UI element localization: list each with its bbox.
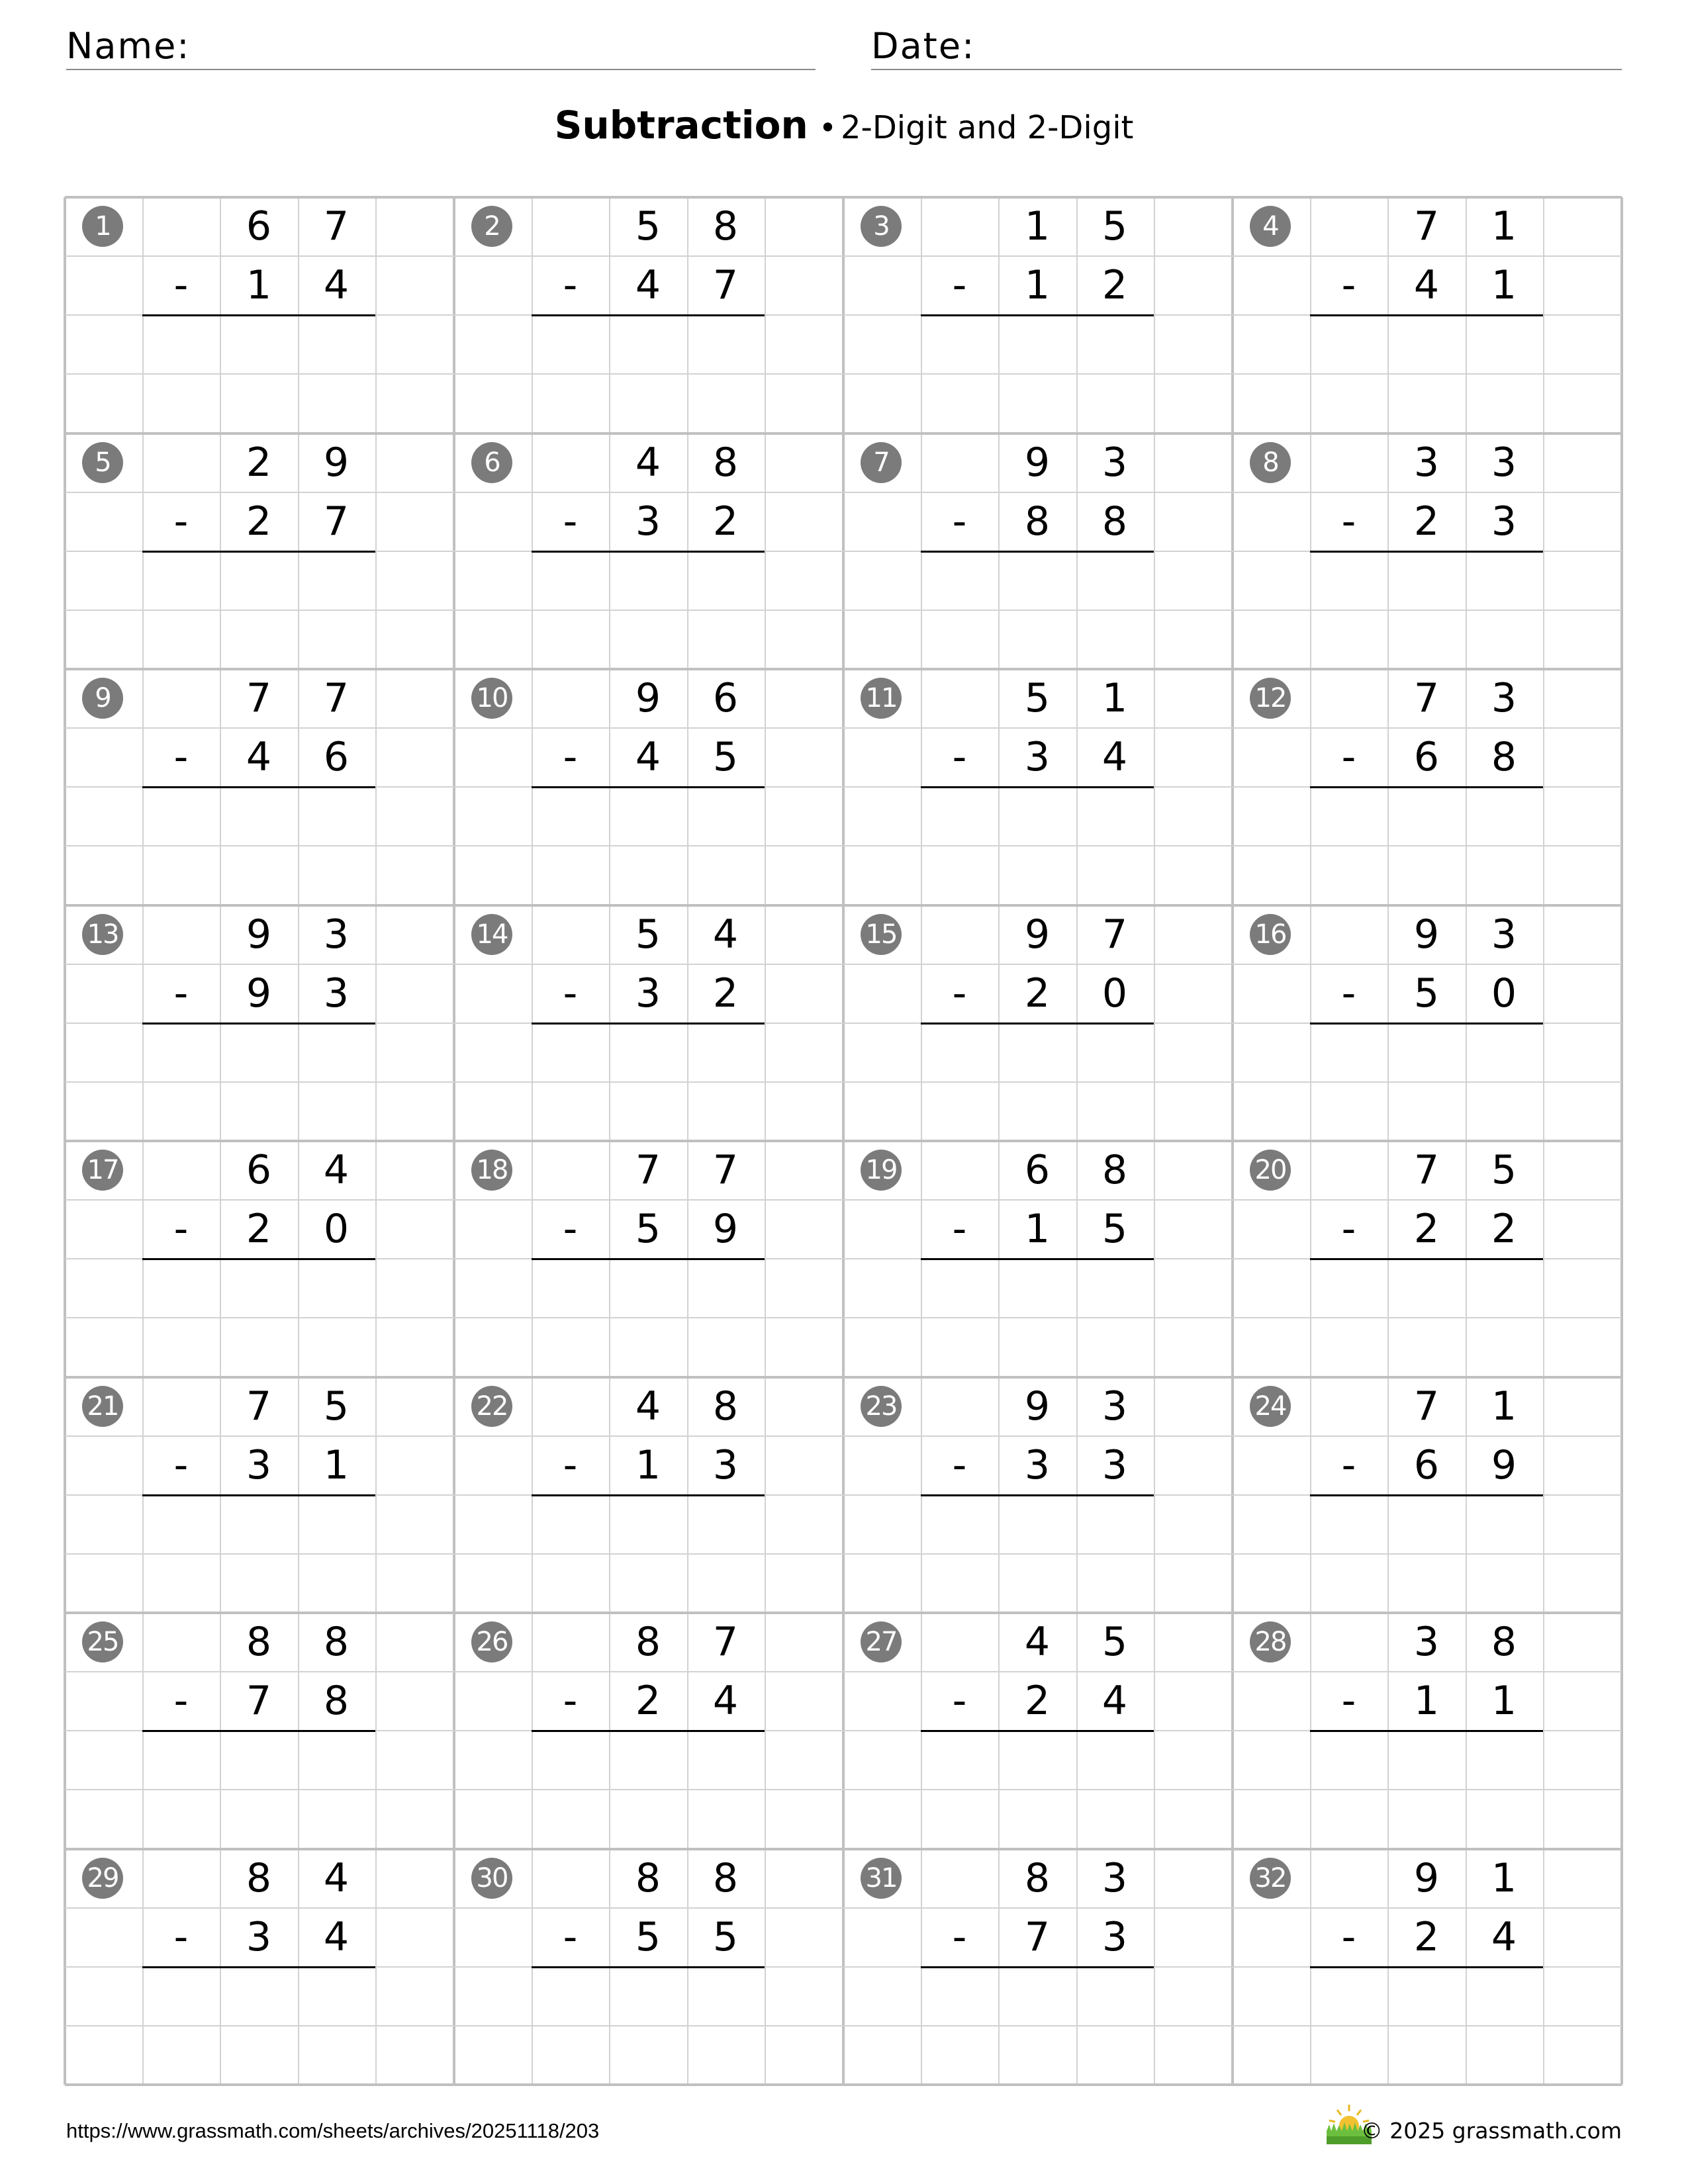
minus-sign: - <box>1341 1678 1356 1724</box>
answer-line <box>142 1258 375 1260</box>
answer-line <box>142 1023 375 1024</box>
problem-grid <box>65 197 1622 2085</box>
minus-sign: - <box>563 498 578 545</box>
answer-line <box>921 1966 1154 1968</box>
answer-line <box>532 1258 765 1260</box>
minus-sign: - <box>173 1913 189 1960</box>
minus-sign: - <box>1341 262 1356 308</box>
minus-sign: - <box>173 734 189 780</box>
subtrahend-digit: 2 <box>1413 1206 1440 1252</box>
subtrahend-digit: 3 <box>635 970 661 1017</box>
minus-sign: - <box>563 734 578 780</box>
minuend-digit: 6 <box>246 203 272 250</box>
problem-number-badge: 25 <box>82 1621 123 1662</box>
minuend-digit: 9 <box>1024 911 1051 958</box>
minuend-digit: 8 <box>712 203 739 250</box>
subtrahend-digit: 4 <box>1413 262 1440 308</box>
subtrahend-digit: 4 <box>1102 734 1128 780</box>
subtrahend-digit: 1 <box>1024 262 1051 308</box>
minuend-digit: 3 <box>1102 1854 1128 1901</box>
subtrahend-digit: 7 <box>712 262 739 308</box>
minuend-digit: 8 <box>712 1383 739 1430</box>
minuend-digit: 8 <box>246 1619 272 1665</box>
minuend-digit: 7 <box>635 1147 661 1193</box>
problem-number-badge: 10 <box>471 678 512 719</box>
subtrahend-digit: 9 <box>1491 1441 1517 1488</box>
problem <box>1233 1613 1622 1849</box>
answer-line <box>532 1966 765 1968</box>
date-label: Date: <box>871 25 976 67</box>
minus-sign: - <box>563 1913 578 1960</box>
problem <box>1233 1141 1622 1377</box>
minuend-digit: 4 <box>635 1383 661 1430</box>
subtrahend-digit: 5 <box>635 1913 661 1960</box>
problem-number-badge: 4 <box>1250 206 1291 247</box>
subtrahend-digit: 6 <box>1413 734 1440 780</box>
answer-line <box>142 786 375 788</box>
subtrahend-digit: 2 <box>1413 1913 1440 1960</box>
answer-line <box>1310 1966 1543 1968</box>
subtrahend-digit: 3 <box>246 1913 272 1960</box>
name-label: Name: <box>66 25 191 67</box>
minus-sign: - <box>952 734 967 780</box>
minuend-digit: 3 <box>1491 675 1517 721</box>
minuend-digit: 3 <box>1491 911 1517 958</box>
worksheet-title <box>0 103 1688 148</box>
minus-sign: - <box>952 1913 967 1960</box>
problem <box>454 1849 843 2085</box>
subtrahend-digit: 7 <box>246 1678 272 1724</box>
problem <box>843 1141 1233 1377</box>
footer-copyright: © 2025 grassmath.com <box>1360 2118 1622 2144</box>
problem <box>843 669 1233 905</box>
subtrahend-digit: 0 <box>323 1206 350 1252</box>
subtrahend-digit: 2 <box>1102 262 1128 308</box>
problem <box>65 1613 454 1849</box>
minuend-digit: 5 <box>1102 1619 1128 1665</box>
answer-line <box>1310 314 1543 316</box>
answer-line <box>142 1494 375 1496</box>
problem <box>65 1141 454 1377</box>
subtrahend-digit: 1 <box>1491 262 1517 308</box>
answer-line <box>921 551 1154 553</box>
minuend-digit: 4 <box>323 1147 350 1193</box>
subtrahend-digit: 1 <box>635 1441 661 1488</box>
subtrahend-digit: 4 <box>1102 1678 1128 1724</box>
minuend-digit: 6 <box>1024 1147 1051 1193</box>
subtrahend-digit: 8 <box>323 1678 350 1724</box>
answer-line <box>921 1023 1154 1024</box>
subtrahend-digit: 7 <box>1024 1913 1051 1960</box>
answer-line <box>532 551 765 553</box>
problem <box>843 1377 1233 1614</box>
problem-number-badge: 11 <box>861 678 902 719</box>
minuend-digit: 7 <box>246 675 272 721</box>
answer-line <box>532 786 765 788</box>
problem <box>454 197 843 433</box>
problem-number-badge: 30 <box>471 1858 512 1899</box>
date-field[interactable] <box>871 20 1622 70</box>
minuend-digit: 8 <box>1024 1854 1051 1901</box>
problem-number-badge: 13 <box>82 914 123 955</box>
minus-sign: - <box>1341 1206 1356 1252</box>
subtrahend-digit: 2 <box>1024 970 1051 1017</box>
minus-sign: - <box>563 1206 578 1252</box>
minuend-digit: 4 <box>323 1854 350 1901</box>
problem-number-badge: 32 <box>1250 1858 1291 1899</box>
answer-line <box>921 786 1154 788</box>
subtrahend-digit: 9 <box>712 1206 739 1252</box>
title-main: Subtraction <box>554 103 808 148</box>
answer-line <box>532 1023 765 1024</box>
subtrahend-digit: 3 <box>1024 1441 1051 1488</box>
problem-number-badge: 28 <box>1250 1621 1291 1662</box>
problem <box>65 905 454 1142</box>
minuend-digit: 8 <box>712 439 739 486</box>
minuend-digit: 7 <box>323 203 350 250</box>
minuend-digit: 1 <box>1491 1854 1517 1901</box>
answer-line <box>921 314 1154 316</box>
problem-number-badge: 27 <box>861 1621 902 1662</box>
minus-sign: - <box>952 970 967 1017</box>
problem-number-badge: 17 <box>82 1150 123 1191</box>
minuend-digit: 6 <box>712 675 739 721</box>
subtrahend-digit: 8 <box>1024 498 1051 545</box>
minus-sign: - <box>173 262 189 308</box>
problem-number-badge: 14 <box>471 914 512 955</box>
minuend-digit: 4 <box>1024 1619 1051 1665</box>
minuend-digit: 7 <box>1413 203 1440 250</box>
subtrahend-digit: 4 <box>712 1678 739 1724</box>
subtrahend-digit: 3 <box>1024 734 1051 780</box>
minuend-digit: 9 <box>246 911 272 958</box>
minuend-digit: 5 <box>1024 675 1051 721</box>
problem <box>454 1613 843 1849</box>
problem-number-badge: 3 <box>861 206 902 247</box>
subtrahend-digit: 4 <box>323 1913 350 1960</box>
minuend-digit: 1 <box>1491 1383 1517 1430</box>
minuend-digit: 8 <box>635 1854 661 1901</box>
name-field[interactable] <box>66 20 816 70</box>
subtrahend-digit: 2 <box>1491 1206 1517 1252</box>
answer-line <box>1310 1258 1543 1260</box>
problem <box>454 1377 843 1614</box>
subtrahend-digit: 2 <box>712 970 739 1017</box>
minuend-digit: 7 <box>712 1147 739 1193</box>
answer-line <box>1310 551 1543 553</box>
subtrahend-digit: 1 <box>323 1441 350 1488</box>
minuend-digit: 5 <box>635 911 661 958</box>
problem <box>454 669 843 905</box>
problem-number-badge: 9 <box>82 678 123 719</box>
minuend-digit: 8 <box>1102 1147 1128 1193</box>
minuend-digit: 1 <box>1024 203 1051 250</box>
problem-number-badge: 20 <box>1250 1150 1291 1191</box>
subtrahend-digit: 8 <box>1491 734 1517 780</box>
subtrahend-digit: 6 <box>1413 1441 1440 1488</box>
answer-line <box>921 1258 1154 1260</box>
minus-sign: - <box>1341 970 1356 1017</box>
minuend-digit: 4 <box>712 911 739 958</box>
subtrahend-digit: 3 <box>635 498 661 545</box>
minuend-digit: 8 <box>635 1619 661 1665</box>
problem-number-badge: 6 <box>471 442 512 483</box>
problem-number-badge: 16 <box>1250 914 1291 955</box>
answer-line <box>532 1494 765 1496</box>
problem <box>1233 197 1622 433</box>
subtrahend-digit: 4 <box>635 262 661 308</box>
minus-sign: - <box>563 262 578 308</box>
minus-sign: - <box>173 498 189 545</box>
minuend-digit: 7 <box>246 1383 272 1430</box>
problem-number-badge: 29 <box>82 1858 123 1899</box>
minuend-digit: 7 <box>323 675 350 721</box>
minus-sign: - <box>173 970 189 1017</box>
minuend-digit: 9 <box>1413 1854 1440 1901</box>
problem <box>454 433 843 670</box>
subtrahend-digit: 3 <box>323 970 350 1017</box>
minuend-digit: 4 <box>635 439 661 486</box>
subtrahend-digit: 2 <box>1413 498 1440 545</box>
subtrahend-digit: 4 <box>246 734 272 780</box>
subtrahend-digit: 2 <box>1024 1678 1051 1724</box>
minuend-digit: 3 <box>1102 439 1128 486</box>
minuend-digit: 3 <box>1491 439 1517 486</box>
subtrahend-digit: 4 <box>635 734 661 780</box>
subtrahend-digit: 3 <box>246 1441 272 1488</box>
minuend-digit: 7 <box>1413 1383 1440 1430</box>
problem-number-badge: 2 <box>471 206 512 247</box>
subtrahend-digit: 3 <box>1491 498 1517 545</box>
minus-sign: - <box>563 1441 578 1488</box>
minuend-digit: 8 <box>1491 1619 1517 1665</box>
minuend-digit: 5 <box>1491 1147 1517 1193</box>
subtrahend-digit: 3 <box>1102 1913 1128 1960</box>
problem <box>65 1849 454 2085</box>
problem-number-badge: 24 <box>1250 1386 1291 1427</box>
answer-line <box>142 314 375 316</box>
minus-sign: - <box>952 498 967 545</box>
problem <box>843 433 1233 670</box>
problem <box>843 1613 1233 1849</box>
problem <box>454 905 843 1142</box>
minus-sign: - <box>563 1678 578 1724</box>
subtrahend-digit: 1 <box>246 262 272 308</box>
subtrahend-digit: 3 <box>1102 1441 1128 1488</box>
minuend-digit: 3 <box>323 911 350 958</box>
subtrahend-digit: 1 <box>1413 1678 1440 1724</box>
subtrahend-digit: 2 <box>712 498 739 545</box>
title-separator: • <box>818 110 837 146</box>
problem-number-badge: 21 <box>82 1386 123 1427</box>
minuend-digit: 7 <box>1413 1147 1440 1193</box>
title-subtitle: 2-Digit and 2-Digit <box>840 109 1134 146</box>
subtrahend-digit: 1 <box>1024 1206 1051 1252</box>
minuend-digit: 6 <box>246 1147 272 1193</box>
minuend-digit: 5 <box>635 203 661 250</box>
answer-line <box>921 1494 1154 1496</box>
minus-sign: - <box>1341 734 1356 780</box>
problem-number-badge: 26 <box>471 1621 512 1662</box>
subtrahend-digit: 4 <box>323 262 350 308</box>
minuend-digit: 3 <box>1413 439 1440 486</box>
problem-number-badge: 23 <box>861 1386 902 1427</box>
problem-number-badge: 15 <box>861 914 902 955</box>
subtrahend-digit: 5 <box>1102 1206 1128 1252</box>
minuend-digit: 9 <box>1024 1383 1051 1430</box>
answer-line <box>1310 786 1543 788</box>
minuend-digit: 9 <box>1024 439 1051 486</box>
answer-line <box>142 551 375 553</box>
problem-number-badge: 19 <box>861 1150 902 1191</box>
problem <box>65 433 454 670</box>
subtrahend-digit: 5 <box>712 734 739 780</box>
answer-line <box>142 1730 375 1732</box>
problem-number-badge: 8 <box>1250 442 1291 483</box>
problem <box>1233 1377 1622 1614</box>
subtrahend-digit: 0 <box>1102 970 1128 1017</box>
problem <box>1233 905 1622 1142</box>
minuend-digit: 1 <box>1102 675 1128 721</box>
problem-number-badge: 1 <box>82 206 123 247</box>
minuend-digit: 1 <box>1491 203 1517 250</box>
problem-number-badge: 22 <box>471 1386 512 1427</box>
subtrahend-digit: 6 <box>323 734 350 780</box>
subtrahend-digit: 2 <box>246 1206 272 1252</box>
problem <box>65 197 454 433</box>
minus-sign: - <box>952 1678 967 1724</box>
subtrahend-digit: 5 <box>635 1206 661 1252</box>
minus-sign: - <box>1341 498 1356 545</box>
subtrahend-digit: 0 <box>1491 970 1517 1017</box>
minus-sign: - <box>563 970 578 1017</box>
problem <box>843 197 1233 433</box>
minuend-digit: 7 <box>1102 911 1128 958</box>
problem <box>843 905 1233 1142</box>
minuend-digit: 7 <box>1413 675 1440 721</box>
problem <box>843 1849 1233 2085</box>
problem-number-badge: 31 <box>861 1858 902 1899</box>
answer-line <box>1310 1023 1543 1024</box>
problem <box>1233 669 1622 905</box>
minus-sign: - <box>952 262 967 308</box>
minuend-digit: 8 <box>323 1619 350 1665</box>
subtrahend-digit: 7 <box>323 498 350 545</box>
minuend-digit: 9 <box>323 439 350 486</box>
minus-sign: - <box>173 1678 189 1724</box>
answer-line <box>142 1966 375 1968</box>
minuend-digit: 2 <box>246 439 272 486</box>
minus-sign: - <box>1341 1913 1356 1960</box>
subtrahend-digit: 4 <box>1491 1913 1517 1960</box>
minus-sign: - <box>952 1206 967 1252</box>
minuend-digit: 5 <box>323 1383 350 1430</box>
subtrahend-digit: 8 <box>1102 498 1128 545</box>
problem <box>1233 1849 1622 2085</box>
minuend-digit: 8 <box>246 1854 272 1901</box>
minuend-digit: 8 <box>712 1854 739 1901</box>
minus-sign: - <box>173 1206 189 1252</box>
problem <box>65 669 454 905</box>
problem <box>65 1377 454 1614</box>
answer-line <box>921 1730 1154 1732</box>
minus-sign: - <box>173 1441 189 1488</box>
subtrahend-digit: 2 <box>246 498 272 545</box>
subtrahend-digit: 5 <box>1413 970 1440 1017</box>
problem-number-badge: 5 <box>82 442 123 483</box>
minuend-digit: 3 <box>1102 1383 1128 1430</box>
subtrahend-digit: 3 <box>712 1441 739 1488</box>
answer-line <box>532 1730 765 1732</box>
subtrahend-digit: 9 <box>246 970 272 1017</box>
subtrahend-digit: 2 <box>635 1678 661 1724</box>
minuend-digit: 9 <box>635 675 661 721</box>
answer-line <box>1310 1730 1543 1732</box>
answer-line <box>1310 1494 1543 1496</box>
problem <box>1233 433 1622 670</box>
minuend-digit: 3 <box>1413 1619 1440 1665</box>
minuend-digit: 7 <box>712 1619 739 1665</box>
footer-url[interactable]: https://www.grassmath.com/sheets/archives/20251118/203 <box>66 2119 600 2142</box>
answer-line <box>532 314 765 316</box>
problem-number-badge: 12 <box>1250 678 1291 719</box>
minus-sign: - <box>952 1441 967 1488</box>
subtrahend-digit: 1 <box>1491 1678 1517 1724</box>
minus-sign: - <box>1341 1441 1356 1488</box>
problem-number-badge: 18 <box>471 1150 512 1191</box>
problem <box>454 1141 843 1377</box>
minuend-digit: 5 <box>1102 203 1128 250</box>
problem-number-badge: 7 <box>861 442 902 483</box>
subtrahend-digit: 5 <box>712 1913 739 1960</box>
minuend-digit: 9 <box>1413 911 1440 958</box>
